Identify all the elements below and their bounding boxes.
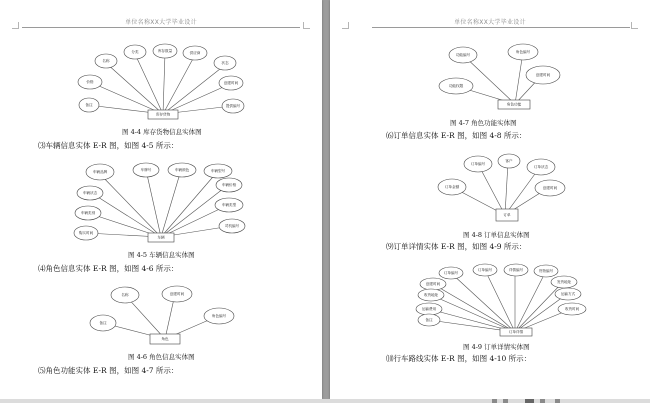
er-attribute-label: 订单编号 bbox=[470, 162, 486, 166]
header-rule bbox=[22, 27, 300, 28]
er-attribute-label: 车辆型号 bbox=[210, 169, 226, 173]
page-header: 单位名称XX大学毕业设计 bbox=[454, 19, 526, 26]
figure-caption: 图 4-4 库存货物信息实体图 bbox=[122, 128, 202, 136]
er-attribute-label: 客户 bbox=[505, 159, 513, 163]
er-attribute-label: 货物编号 bbox=[538, 269, 554, 273]
er-attribute-label: 备注 bbox=[99, 321, 107, 325]
er-attribute-label: 收货地址 bbox=[423, 293, 439, 297]
er-attribute-label: 车辆品牌 bbox=[92, 170, 108, 174]
er-diagram-inventory bbox=[70, 42, 250, 124]
document-page-right bbox=[330, 0, 650, 399]
page-view-icon[interactable] bbox=[492, 399, 497, 403]
er-attribute-label: 名称 bbox=[102, 59, 110, 63]
er-attribute-label: 发货地址 bbox=[556, 280, 572, 284]
er-attribute-label: 备注 bbox=[85, 103, 93, 107]
er-attribute-label: 车牌号 bbox=[140, 168, 152, 172]
zoom-out-icon[interactable] bbox=[555, 399, 560, 403]
status-bar bbox=[0, 399, 650, 403]
er-entity-label: 角色 bbox=[161, 337, 169, 341]
er-attribute-label: 备注 bbox=[425, 318, 433, 322]
er-attribute-label: 订单金额 bbox=[444, 185, 460, 189]
er-attribute-label: 车辆类型 bbox=[221, 203, 237, 207]
er-attribute-label: 角色编号 bbox=[515, 50, 531, 54]
figure-caption: 图 4-6 角色信息实体图 bbox=[128, 353, 195, 361]
er-diagram-order-detail bbox=[415, 262, 590, 340]
figure-caption: 图 4-7 角色功能实体图 bbox=[450, 119, 517, 127]
er-attribute-label: 收货时间 bbox=[564, 307, 580, 311]
er-attribute-label: 角色编号 bbox=[211, 314, 227, 318]
document-page-left bbox=[0, 0, 322, 399]
figure-caption: 图 4-5 车辆信息实体图 bbox=[128, 251, 195, 259]
er-attribute-label: 车辆价格 bbox=[221, 183, 237, 187]
er-attribute-label: 创建时间 bbox=[542, 186, 558, 190]
figure-caption: 图 4-8 订单信息实体图 bbox=[463, 231, 530, 239]
section-paragraph: ⑽行车路线实体 E-R 图，如图 4-10 所示： bbox=[386, 354, 532, 363]
er-attribute-label: 库存数量 bbox=[157, 49, 173, 53]
header-rule bbox=[372, 27, 630, 28]
section-paragraph: ⑼订单详情实体 E-R 图，如图 4-9 所示： bbox=[386, 242, 527, 251]
er-attribute-label: 创建时间 bbox=[223, 81, 239, 85]
er-attribute-label: 名称 bbox=[121, 293, 129, 297]
er-attribute-label: 司机编号 bbox=[224, 224, 240, 228]
er-attribute-label: 创建时间 bbox=[425, 282, 441, 286]
er-entity-label: 订单 bbox=[503, 213, 511, 217]
section-paragraph: ⑸角色功能实体 E-R 图，如图 4-7 所示： bbox=[38, 366, 179, 375]
er-entity-label: 订单详情 bbox=[508, 330, 524, 334]
print-layout-icon[interactable] bbox=[525, 399, 534, 403]
er-attribute-label: 功能权限 bbox=[448, 84, 464, 88]
er-diagram-order bbox=[430, 150, 570, 225]
er-diagram-role bbox=[85, 282, 235, 348]
er-attribute-label: 车辆类别 bbox=[80, 211, 96, 215]
er-attribute-label: 运输方式 bbox=[560, 292, 576, 296]
er-attribute-label: 车辆状态 bbox=[82, 191, 98, 195]
section-paragraph: ⑷角色信息实体 E-R 图，如图 4-6 所示： bbox=[38, 264, 179, 273]
er-attribute-label: 创建时间 bbox=[535, 73, 551, 77]
web-layout-icon[interactable] bbox=[540, 399, 545, 403]
er-attribute-label: 价格 bbox=[86, 80, 94, 84]
er-attribute-label: 分类 bbox=[131, 50, 139, 54]
er-attribute-label: 购买时间 bbox=[78, 231, 94, 235]
section-paragraph: ⑹订单信息实体 E-R 图，如图 4-8 所示： bbox=[386, 131, 527, 140]
section-paragraph: ⑶车辆信息实体 E-R 图，如图 4-5 所示： bbox=[38, 141, 179, 150]
er-entity-label: 角色功能 bbox=[506, 102, 522, 107]
page-header: 单位名称XX大学毕业设计 bbox=[125, 19, 197, 26]
er-attribute-label: 功能编号 bbox=[455, 53, 471, 57]
er-attribute-label: 供应商 bbox=[189, 51, 201, 55]
er-attribute-label: 订单状态 bbox=[533, 165, 549, 169]
er-attribute-label: 运输费用 bbox=[421, 307, 437, 311]
er-attribute-label: 状态 bbox=[221, 61, 229, 65]
er-diagram-vehicle bbox=[66, 160, 256, 245]
er-attribute-label: 订单编号 bbox=[443, 271, 459, 275]
er-attribute-label: 车辆颜色 bbox=[174, 168, 190, 172]
er-entity-label: 车辆 bbox=[157, 235, 165, 240]
figure-caption: 图 4-9 订单详情实体图 bbox=[463, 343, 530, 351]
er-diagram-role-function bbox=[430, 42, 560, 112]
er-attribute-label: 订单编号 bbox=[477, 268, 493, 272]
er-attribute-label: 提供编号 bbox=[225, 104, 241, 108]
er-attribute-label: 创建时间 bbox=[169, 292, 185, 296]
er-attribute-label: 详情编号 bbox=[508, 268, 524, 272]
er-entity-label: 库存货物 bbox=[155, 112, 171, 117]
page-view-icon[interactable] bbox=[503, 399, 508, 403]
